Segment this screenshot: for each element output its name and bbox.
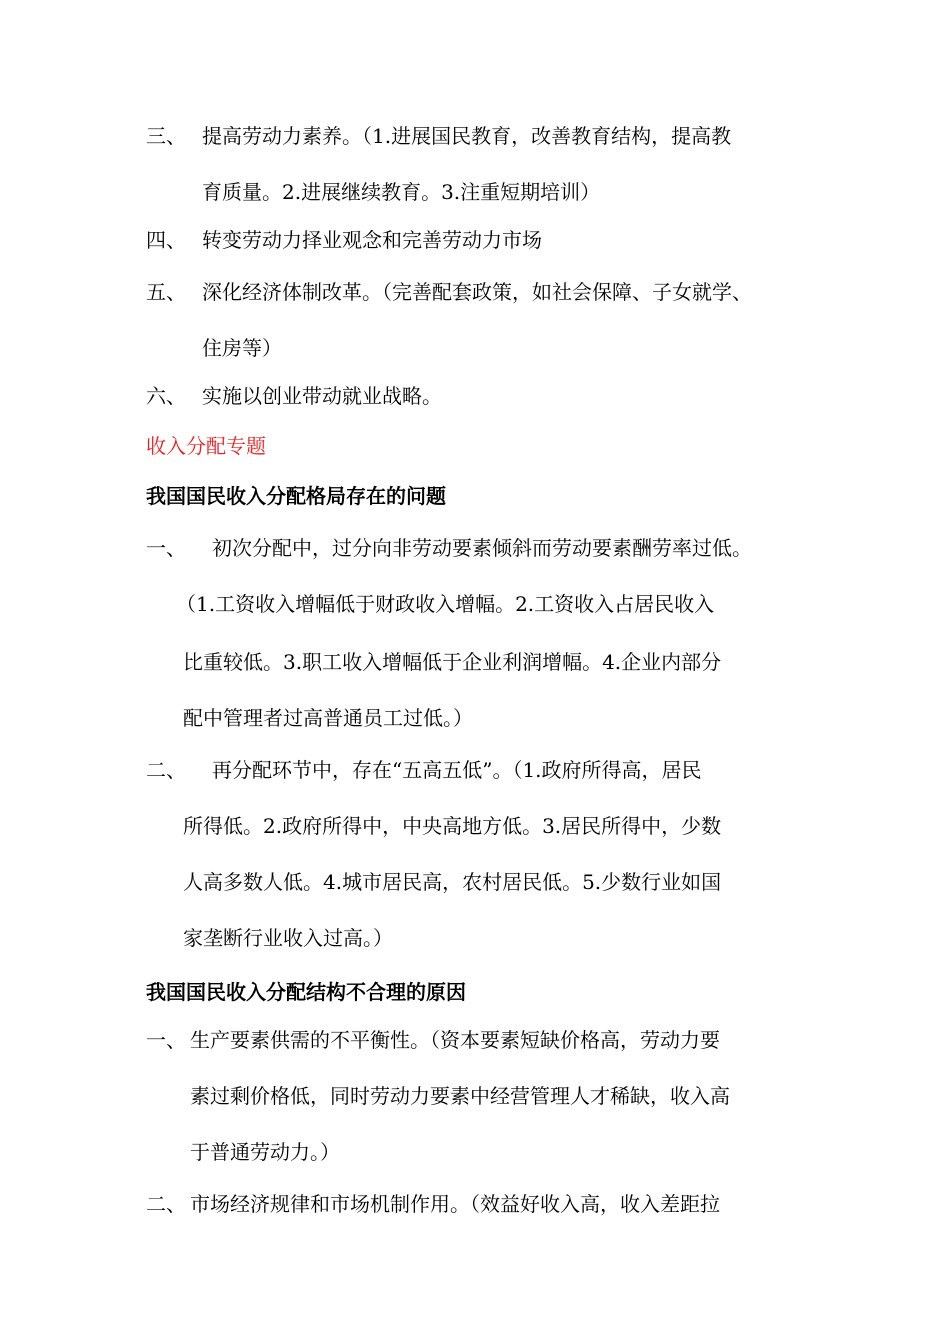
list-text: 提高劳动力素养。（1.进展国民教育，改善教育结构，提高教 [202, 124, 732, 148]
list-text: 转变劳动力择业观念和完善劳动力市场 [202, 228, 542, 252]
list-number: 一、 [146, 536, 186, 560]
list-item [146, 278, 752, 306]
list-item [146, 382, 442, 410]
list-text: 生产要素供需的不平衡性。（资本要素短缺价格高，劳动力要 [190, 1028, 720, 1052]
list-number: 一、 [146, 1028, 186, 1052]
list-text: 初次分配中，过分向非劳动要素倾斜而劳动要素酬劳率过低。 [212, 536, 752, 560]
list-number: 二、 [146, 758, 186, 782]
list-text-continued: 配中管理者过高普通员工过低。） [183, 706, 473, 730]
list-text-continued: 比重较低。3.职工收入增幅低于企业利润增幅。4.企业内部分 [183, 650, 722, 674]
list-item [146, 534, 752, 562]
list-item [146, 122, 731, 150]
list-text-continued: （1.工资收入增幅低于财政收入增幅。2.工资收入占居民收入 [176, 592, 715, 616]
list-text-continued: 住房等） [202, 336, 282, 360]
list-item [146, 756, 702, 784]
list-number: 二、 [146, 1192, 186, 1216]
list-item [146, 1026, 720, 1054]
list-number: 四、 [146, 228, 186, 252]
list-number: 五、 [146, 280, 186, 304]
list-text: 实施以创业带动就业战略。 [202, 384, 442, 408]
list-text-continued: 人高多数人低。4.城市居民高，农村居民低。5.少数行业如国 [183, 870, 722, 894]
list-text: 再分配环节中，存在“五高五低”。（1.政府所得高，居民 [212, 758, 702, 782]
list-item [146, 1190, 720, 1218]
list-text-continued: 育质量。2.进展继续教育。3.注重短期培训） [202, 180, 601, 204]
list-text: 深化经济体制改革。（完善配套政策，如社会保障、子女就学、 [202, 280, 752, 304]
list-number: 六、 [146, 384, 186, 408]
list-text-continued: 素过剩价格低，同时劳动力要素中经营管理人才稀缺，收入高 [190, 1084, 730, 1108]
list-text: 市场经济规律和市场机制作用。（效益好收入高，收入差距拉 [190, 1192, 720, 1216]
problems-heading: 我国国民收入分配格局存在的问题 [146, 484, 446, 508]
list-text-continued: 所得低。2.政府所得中，中央高地方低。3.居民所得中，少数 [183, 814, 722, 838]
list-item [146, 226, 542, 254]
list-number: 三、 [146, 124, 186, 148]
list-text-continued: 家垄断行业收入过高。） [183, 926, 393, 950]
causes-heading: 我国国民收入分配结构不合理的原因 [146, 980, 466, 1004]
section-title: 收入分配专题 [146, 434, 266, 458]
list-text-continued: 于普通劳动力。） [190, 1140, 340, 1164]
